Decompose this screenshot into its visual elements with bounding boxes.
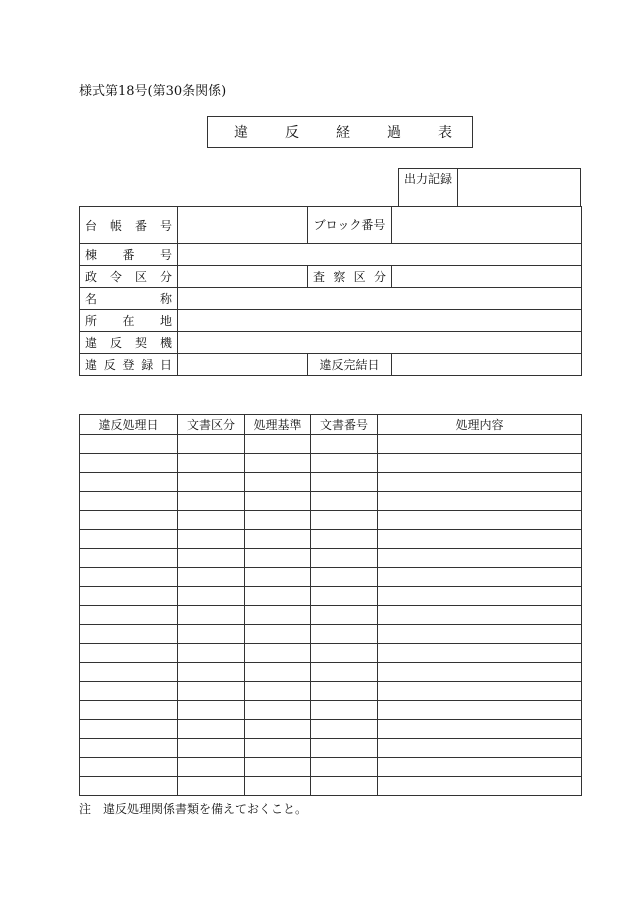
- table-cell[interactable]: [178, 720, 245, 739]
- table-cell[interactable]: [80, 435, 178, 454]
- table-row: [80, 530, 582, 549]
- table-cell[interactable]: [178, 454, 245, 473]
- table-cell[interactable]: [311, 511, 378, 530]
- table-row: [80, 454, 582, 473]
- block-number-label: ブロック番号: [308, 207, 392, 244]
- table-cell[interactable]: [311, 530, 378, 549]
- table-row: [80, 739, 582, 758]
- table-cell[interactable]: [311, 777, 378, 796]
- table-cell[interactable]: [178, 701, 245, 720]
- table-cell[interactable]: [178, 530, 245, 549]
- table-row: [80, 511, 582, 530]
- table-cell[interactable]: [311, 587, 378, 606]
- table-row: [80, 473, 582, 492]
- table-cell[interactable]: [311, 682, 378, 701]
- table-cell[interactable]: [311, 473, 378, 492]
- table-cell[interactable]: [245, 739, 311, 758]
- table-cell[interactable]: [311, 568, 378, 587]
- table-cell[interactable]: [178, 473, 245, 492]
- table-cell[interactable]: [378, 606, 582, 625]
- table-cell[interactable]: [311, 606, 378, 625]
- table-cell[interactable]: [378, 625, 582, 644]
- col-doc-class: 文書区分: [178, 415, 245, 435]
- table-row: [80, 435, 582, 454]
- table-cell[interactable]: [80, 587, 178, 606]
- table-cell[interactable]: [378, 682, 582, 701]
- table-cell[interactable]: [245, 435, 311, 454]
- table-cell[interactable]: [378, 473, 582, 492]
- table-cell[interactable]: [178, 644, 245, 663]
- table-cell[interactable]: [245, 492, 311, 511]
- table-row: [80, 720, 582, 739]
- table-row: [80, 701, 582, 720]
- table-row: [80, 758, 582, 777]
- violation-reg-date-label: 違 反 登 録 日: [80, 354, 178, 376]
- table-cell[interactable]: [178, 682, 245, 701]
- col-process-content: 処理内容: [378, 415, 582, 435]
- table-cell[interactable]: [311, 492, 378, 511]
- table-cell[interactable]: [245, 454, 311, 473]
- location-label: 所 在 地: [80, 310, 178, 332]
- table-row: [80, 644, 582, 663]
- table-cell[interactable]: [378, 530, 582, 549]
- table-cell[interactable]: [378, 587, 582, 606]
- document-title: 違 反 経 過 表: [207, 116, 473, 148]
- table-row: [80, 625, 582, 644]
- output-record-value[interactable]: [458, 169, 580, 206]
- table-cell[interactable]: [80, 701, 178, 720]
- table-row: [80, 568, 582, 587]
- table-cell[interactable]: [178, 625, 245, 644]
- table-cell[interactable]: [245, 777, 311, 796]
- table-cell[interactable]: [178, 568, 245, 587]
- table-row: [80, 492, 582, 511]
- inspection-class-label: 査 察 区 分: [308, 266, 392, 288]
- table-cell[interactable]: [378, 492, 582, 511]
- table-cell[interactable]: [178, 549, 245, 568]
- name-label: 名 称: [80, 288, 178, 310]
- table-cell[interactable]: [245, 587, 311, 606]
- table-cell[interactable]: [178, 777, 245, 796]
- table-cell[interactable]: [80, 606, 178, 625]
- table-cell[interactable]: [245, 720, 311, 739]
- table-cell[interactable]: [311, 663, 378, 682]
- table-cell[interactable]: [80, 473, 178, 492]
- table-cell[interactable]: [311, 644, 378, 663]
- table-cell[interactable]: [311, 701, 378, 720]
- table-cell[interactable]: [378, 777, 582, 796]
- table-cell[interactable]: [378, 758, 582, 777]
- col-doc-number: 文書番号: [311, 415, 378, 435]
- table-cell[interactable]: [80, 758, 178, 777]
- building-number-field[interactable]: [178, 244, 582, 266]
- table-cell[interactable]: [378, 568, 582, 587]
- table-row: [80, 606, 582, 625]
- table-cell[interactable]: [311, 435, 378, 454]
- table-cell[interactable]: [378, 701, 582, 720]
- ordinance-class-field[interactable]: [178, 266, 308, 288]
- info-table: [79, 206, 582, 376]
- table-row: [80, 587, 582, 606]
- table-cell[interactable]: [80, 492, 178, 511]
- ledger-number-label: 台 帳 番 号: [80, 207, 178, 244]
- table-cell[interactable]: [311, 625, 378, 644]
- table-cell[interactable]: [178, 511, 245, 530]
- violation-trigger-label: 違 反 契 機: [80, 332, 178, 354]
- table-cell[interactable]: [80, 568, 178, 587]
- table-cell[interactable]: [178, 758, 245, 777]
- table-cell[interactable]: [245, 511, 311, 530]
- table-cell[interactable]: [378, 454, 582, 473]
- table-row: [80, 777, 582, 796]
- table-cell[interactable]: [378, 511, 582, 530]
- table-cell[interactable]: [378, 435, 582, 454]
- name-field[interactable]: [178, 288, 582, 310]
- location-field[interactable]: [178, 310, 582, 332]
- table-cell[interactable]: [178, 587, 245, 606]
- table-cell[interactable]: [80, 739, 178, 758]
- violation-trigger-field[interactable]: [178, 332, 582, 354]
- violation-end-date-label: 違反完結日: [308, 354, 392, 376]
- table-cell[interactable]: [245, 568, 311, 587]
- table-cell[interactable]: [245, 701, 311, 720]
- table-cell[interactable]: [80, 644, 178, 663]
- history-table: [79, 414, 582, 796]
- table-cell[interactable]: [311, 739, 378, 758]
- table-cell[interactable]: [245, 549, 311, 568]
- table-cell[interactable]: [245, 606, 311, 625]
- table-row: [80, 663, 582, 682]
- table-cell[interactable]: [178, 663, 245, 682]
- violation-reg-date-field[interactable]: [178, 354, 308, 376]
- col-process-standard: 処理基準: [245, 415, 311, 435]
- table-cell[interactable]: [178, 739, 245, 758]
- table-cell[interactable]: [80, 777, 178, 796]
- table-cell[interactable]: [80, 511, 178, 530]
- table-cell[interactable]: [378, 663, 582, 682]
- table-cell[interactable]: [378, 549, 582, 568]
- table-cell[interactable]: [178, 492, 245, 511]
- table-cell[interactable]: [80, 663, 178, 682]
- building-number-label: 棟 番 号: [80, 244, 178, 266]
- table-cell[interactable]: [311, 549, 378, 568]
- table-cell[interactable]: [245, 644, 311, 663]
- output-record-box: [398, 168, 581, 206]
- table-cell[interactable]: [80, 549, 178, 568]
- table-cell[interactable]: [80, 530, 178, 549]
- table-row: [80, 682, 582, 701]
- block-number-field[interactable]: [392, 207, 582, 244]
- ordinance-class-label: 政 令 区 分: [80, 266, 178, 288]
- output-record-label: 出力記録: [399, 169, 458, 206]
- table-cell[interactable]: [245, 758, 311, 777]
- table-cell[interactable]: [178, 606, 245, 625]
- table-cell[interactable]: [80, 454, 178, 473]
- table-cell[interactable]: [378, 720, 582, 739]
- table-cell[interactable]: [245, 682, 311, 701]
- table-cell[interactable]: [245, 625, 311, 644]
- inspection-class-field[interactable]: [392, 266, 582, 288]
- table-cell[interactable]: [378, 644, 582, 663]
- table-cell[interactable]: [80, 682, 178, 701]
- table-cell[interactable]: [311, 720, 378, 739]
- table-cell[interactable]: [178, 435, 245, 454]
- footnote: 注 違反処理関係書類を備えておくこと。: [79, 802, 308, 816]
- violation-end-date-field[interactable]: [392, 354, 582, 376]
- table-row: [80, 549, 582, 568]
- col-process-date: 違反処理日: [80, 415, 178, 435]
- table-cell[interactable]: [245, 663, 311, 682]
- form-number: 様式第18号(第30条関係): [79, 84, 227, 99]
- table-cell[interactable]: [245, 530, 311, 549]
- table-cell[interactable]: [311, 454, 378, 473]
- table-cell[interactable]: [245, 473, 311, 492]
- table-cell[interactable]: [378, 739, 582, 758]
- table-cell[interactable]: [80, 625, 178, 644]
- ledger-number-field[interactable]: [178, 207, 308, 244]
- table-cell[interactable]: [311, 758, 378, 777]
- table-cell[interactable]: [80, 720, 178, 739]
